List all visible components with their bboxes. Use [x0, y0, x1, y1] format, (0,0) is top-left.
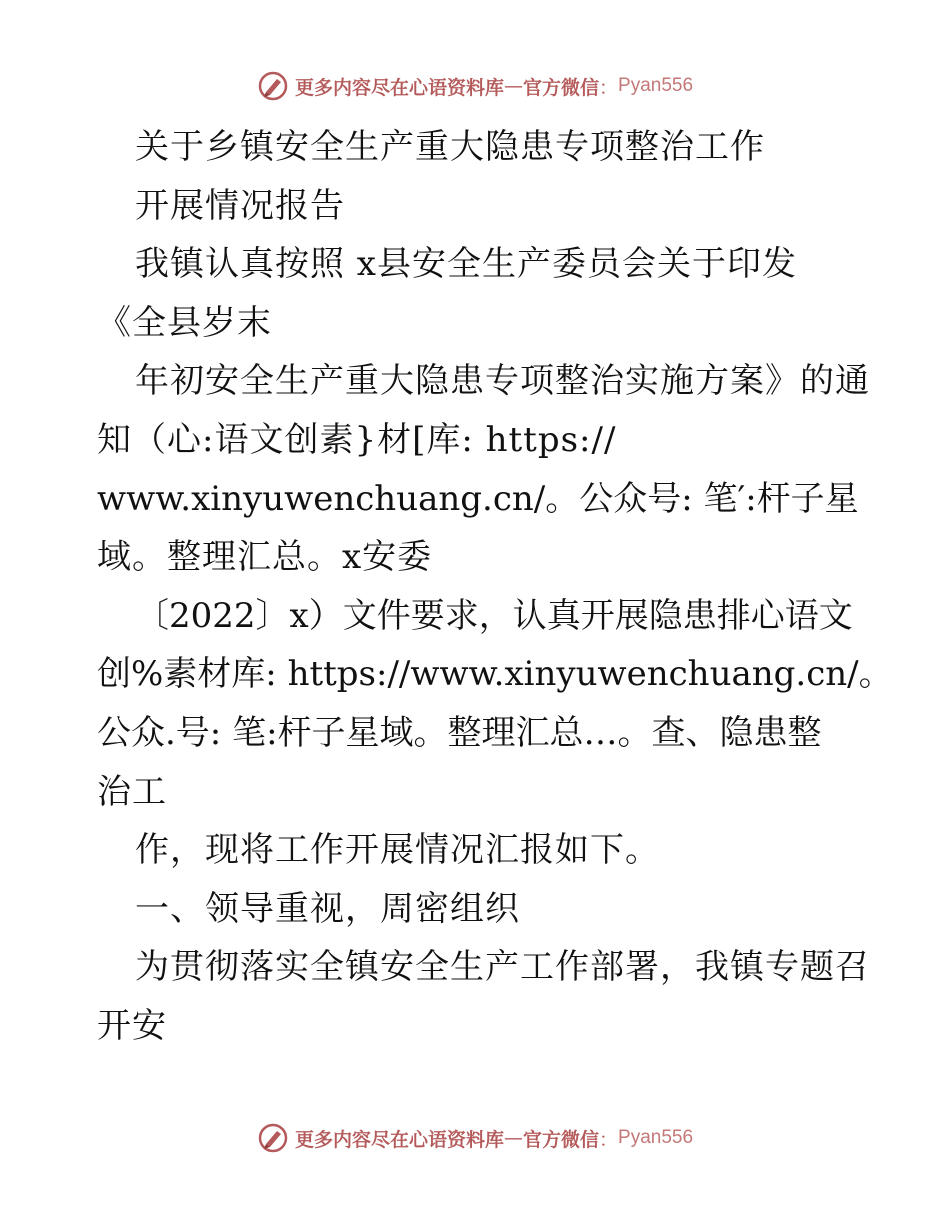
banner-colon: ： — [599, 1128, 619, 1151]
banner-dash: — — [503, 1127, 523, 1149]
official-wechat-label: 官方微信 — [522, 76, 599, 99]
footer-watermark-banner — [0, 1122, 950, 1154]
doc-title-line-1: 关于乡镇安全生产重大隐患专项整治工作 — [135, 127, 765, 167]
official-wechat-label: 官方微信 — [522, 1128, 599, 1151]
doc-paragraph-line: 《全县岁末 — [97, 302, 272, 343]
doc-paragraph-line: 创%素材库: https://www.xinyuwenchuang.cn/。 — [97, 654, 893, 695]
doc-paragraph-line: 年初安全生产重大隐患专项整治实施方案》的通 — [135, 361, 870, 402]
wechat-id: Pyan556 — [618, 1127, 694, 1148]
pen-logo-icon — [257, 70, 289, 102]
header-watermark-banner — [0, 70, 950, 102]
doc-paragraph-line: 为贯彻落实全镇安全生产工作部署，我镇专题召 — [135, 947, 870, 988]
doc-paragraph-line: 作，现将工作开展情况汇报如下。 — [135, 830, 660, 871]
promo-text: 更多内容尽在心语资料库 — [294, 1128, 504, 1151]
doc-paragraph-line: 开安 — [97, 1005, 167, 1046]
banner-colon: ： — [599, 76, 619, 99]
doc-paragraph-line: 〔2022〕x）文件要求，认真开展隐患排心语文 — [135, 595, 853, 636]
banner-dash: — — [503, 75, 523, 97]
doc-paragraph-line: 治工 — [97, 771, 167, 812]
promo-text: 更多内容尽在心语资料库 — [294, 76, 504, 99]
doc-title-line-2: 开展情况报告 — [135, 185, 345, 226]
document-body — [97, 118, 893, 1056]
pen-logo-icon — [257, 1122, 289, 1154]
wechat-id: Pyan556 — [618, 75, 694, 96]
doc-paragraph-line: 域。整理汇总。x安委 — [97, 537, 433, 578]
doc-paragraph-line: 公众.号: 笔:杆子星域。整理汇总…。查、隐患整 — [97, 712, 822, 753]
section-heading: 一、领导重视，周密组织 — [135, 888, 520, 929]
doc-paragraph-line: 我镇认真按照 x县安全生产委员会关于印发 — [135, 244, 797, 285]
doc-paragraph-line: 知（心:语文创素}材[库: https:// — [97, 419, 617, 460]
doc-paragraph-line: www.xinyuwenchuang.cn/。公众号: 笔′:杆子星 — [97, 478, 859, 519]
